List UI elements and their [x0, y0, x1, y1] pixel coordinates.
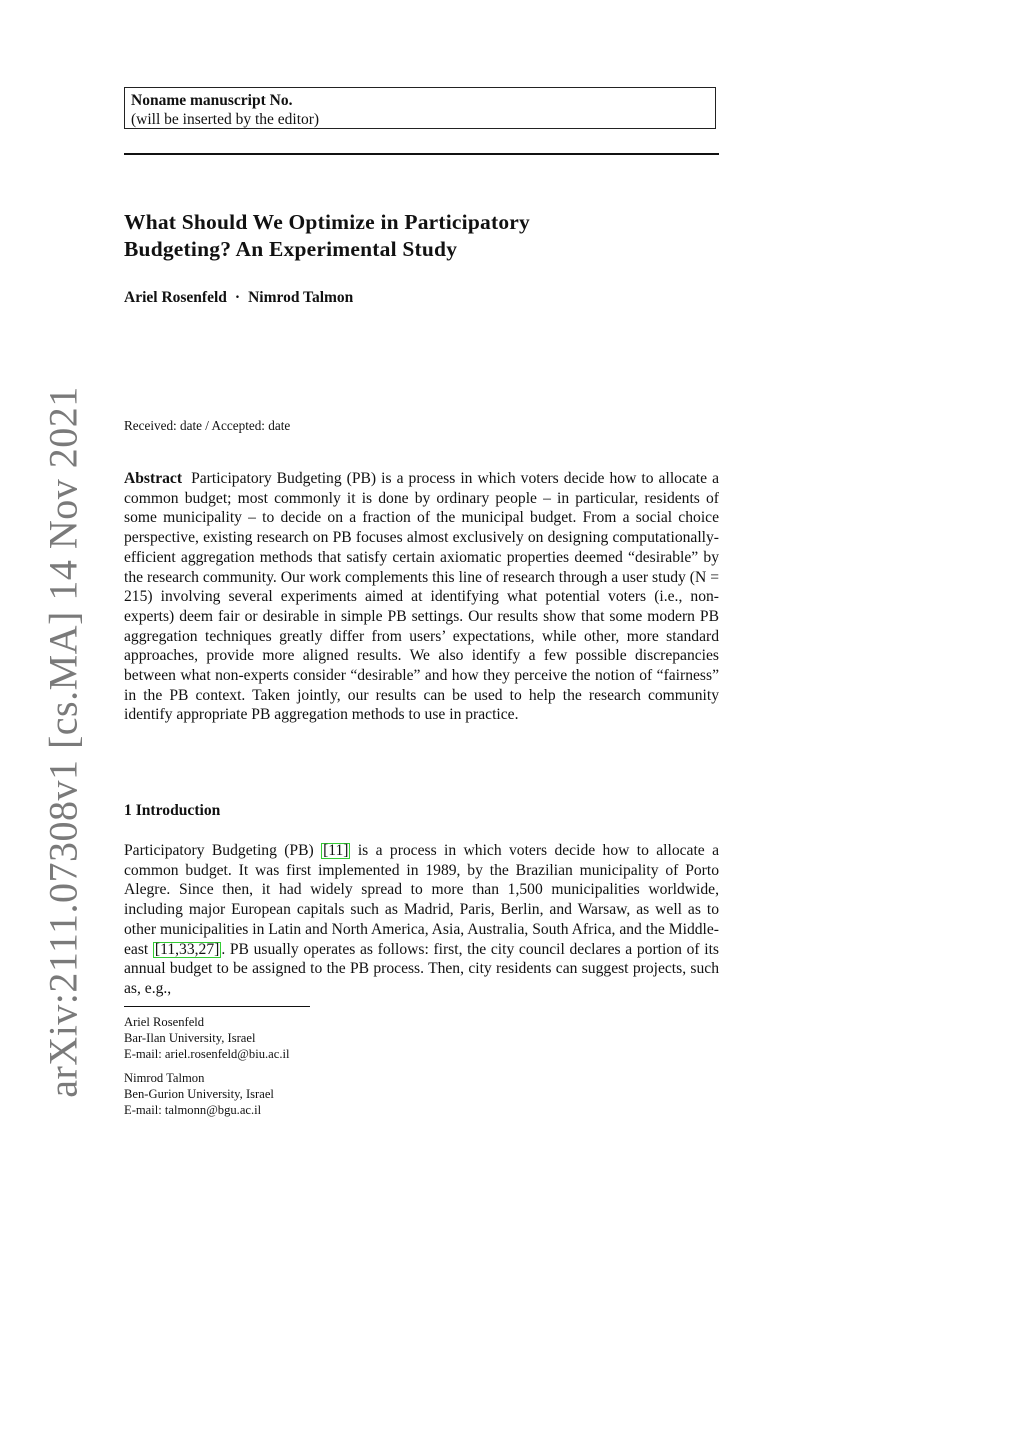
affiliation-block	[124, 1014, 424, 1062]
affiliation-name: Ariel Rosenfeld	[124, 1015, 205, 1029]
author-name: Nimrod Talmon	[248, 289, 354, 306]
title-line-1: What Should We Optimize in Participatory	[124, 210, 530, 234]
affiliation-institution: Ben-Gurion University, Israel	[124, 1087, 274, 1101]
intro-text: Participatory Budgeting (PB)	[124, 842, 322, 859]
header-rule	[124, 153, 719, 155]
abstract-label: Abstract	[124, 470, 183, 487]
affiliation-institution: Bar-Ilan University, Israel	[124, 1031, 256, 1045]
editor-note: (will be inserted by the editor)	[131, 111, 320, 128]
abstract-text: Participatory Budgeting (PB) is a process in which voters decide how to allocate a common budget; most commonly it is done by ordinary people – in particular, residents of some municipality – to decide on a fraction of the municipal budget. From a social choice perspective, existing research on PB focuses almost exclusively on designing computationally-efficient aggregation methods that satisfy certain axiomatic properties deemed “desirable” by the research community. Our work complements this line of research through a user study (N = 215) involving several experiments aimed at identifying what potential voters (i.e., non-experts) deem fair or desirable in simple PB settings. Our results show that some modern PB aggregation techniques greatly differ from users’ expectations, while other, more standard approaches, provide more aligned results. We also identify a few possible discrepancies between what non-experts consider “desirable” and how they perceive the notion of “fairness” in the PB context. Taken jointly, our results can be used to help the research community identify appropriate PB aggregation methods to use in practice.	[124, 470, 719, 724]
affiliation-block	[124, 1070, 424, 1118]
intro-text: is a process in which voters decide how to allocate a common budget. It was first implemented in 1989, by the Brazilian municipality of Porto Alegre. Since then, it had widely spread to more than 1,500 municipalities worldwide, including major European capitals such as Madrid, Paris, Berlin, and Warsaw, as well as to other municipalities in Latin and North America, Asia, Australia, South Africa, and the Middle-east	[124, 842, 719, 958]
footnote-rule	[124, 1006, 310, 1007]
affiliation-name: Nimrod Talmon	[124, 1071, 205, 1085]
citation-link[interactable]: [11]	[323, 842, 349, 859]
author-list	[124, 289, 353, 307]
author-separator: ·	[234, 289, 241, 306]
author-name: Ariel Rosenfeld	[124, 289, 227, 306]
received-accepted-dates: Received: date / Accepted: date	[124, 418, 291, 433]
intro-text: . PB usually operates as follows: first, the city council declares a portion of its annual budget to be assigned to the PB process. Then, city residents can suggest projects, such as, e.g.,	[124, 940, 719, 997]
citation-link[interactable]: [11,33,27]	[154, 940, 220, 958]
section-heading-introduction: 1 Introduction	[124, 802, 221, 819]
manuscript-label: Noname manuscript No.	[131, 92, 293, 109]
affiliation-email: E-mail: talmonn@bgu.ac.il	[124, 1103, 262, 1117]
affiliation-email: E-mail: ariel.rosenfeld@biu.ac.il	[124, 1047, 290, 1061]
arxiv-identifier-stamp: arXiv:2111.07308v1 [cs.MA] 14 Nov 2021	[40, 386, 86, 1098]
manuscript-number-box	[124, 87, 716, 129]
introduction-paragraph	[124, 841, 719, 999]
abstract	[124, 469, 719, 725]
title-line-2: Budgeting? An Experimental Study	[124, 237, 458, 261]
paper-title	[124, 209, 719, 263]
